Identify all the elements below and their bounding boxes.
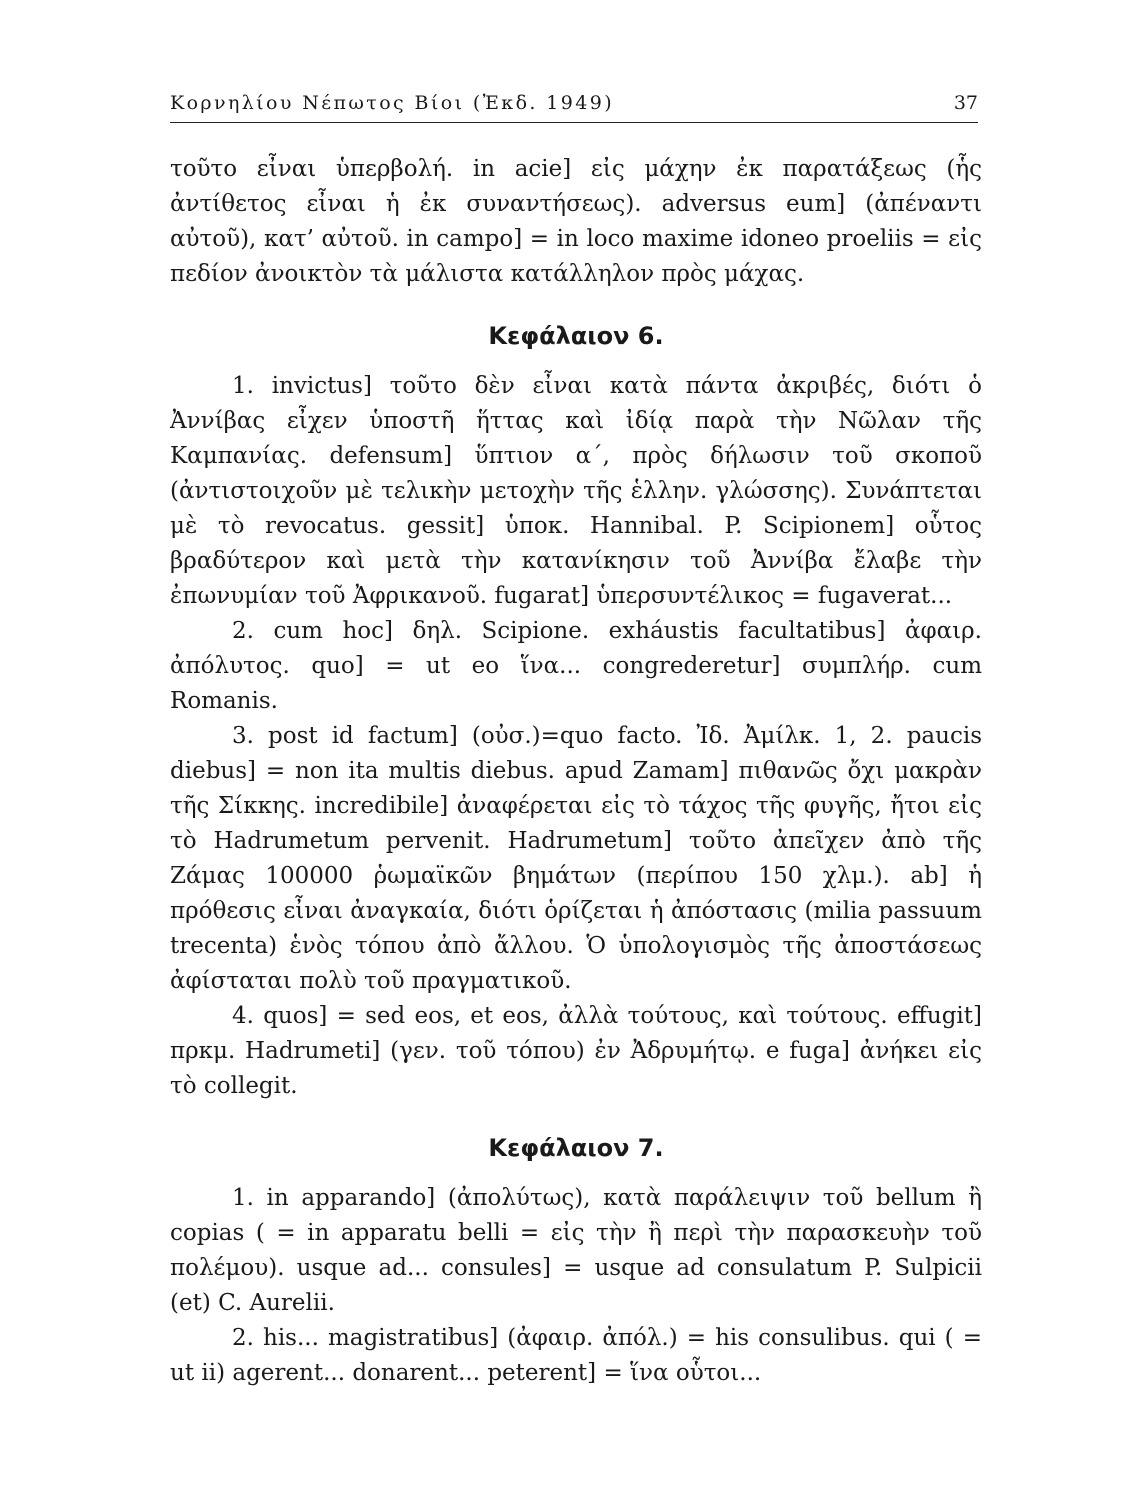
chapter-6-paragraph-4: 4. quos] = sed eos, et eos, ἀλλὰ τούτους, καὶ τούτους. effugit] πρκμ. Hadrumeti] (γεν. τοῦ τόπου) ἐν Ἀδρυμήτῳ. e fuga] ἀνήκει εἰς τὸ collegit. — [170, 1003, 982, 1099]
chapter-7-paragraph-2: 2. his... magistratibus] (ἀφαιρ. ἀπόλ.) = his consulibus. qui ( = ut ii) agerent... donarent... peterent] = ἵνα οὗτοι... — [170, 1325, 982, 1386]
chapter-6-paragraph-3: 3. post id factum] (οὐσ.)=quo facto. Ἰδ. Ἀμίλκ. 1, 2. paucis diebus] = non ita multis diebus. apud Zamam] πιθανῶς ὄχι μακρὰν τῆς Σίκκης. incredibile] ἀναφέρεται εἰς τὸ τάχος τῆς φυγῆς, ἤτοι εἰς τὸ Hadrumetum pervenit. Hadrumetum] τοῦτο ἀπεῖχεν ἀπὸ τῆς Ζάμας 100000 ῥωμαϊκῶν βημάτων (περίπου 150 χλμ.). ab] ἡ πρόθεσις εἶναι ἀναγκαία, διότι ὁρίζεται ἡ ἀπόστασις (milia passuum trecenta) ἑνὸς τόπου ἀπὸ ἄλλου. Ὁ ὑπολογισμὸς τῆς ἀποστάσεως ἀφίσταται πολὺ τοῦ πραγματικοῦ. — [170, 723, 982, 994]
chapter-7-paragraph-1: 1. in apparando] (ἀπολύτως), κατὰ παράλειψιν τοῦ bellum ἢ copias ( = in apparatu belli = εἰς τὴν ἢ περὶ τὴν παρασκευὴν τοῦ πολέμου). usque ad... consules] = usque ad consulatum P. Sulpicii (et) C. Aurelii. — [170, 1185, 982, 1316]
body-text — [170, 152, 982, 1391]
chapter-6-paragraph-1: 1. invictus] τοῦτο δὲν εἶναι κατὰ πάντα ἀκριβές, διότι ὁ Ἀννίβας εἶχεν ὑποστῆ ἥττας καὶ ἰδίᾳ παρὰ τὴν Νῶλαν τῆς Καμπανίας. defensum] ὕπτιον α΄, πρὸς δήλωσιν τοῦ σκοποῦ (ἀντιστοιχοῦν μὲ τελικὴν μετοχὴν τῆς ἑλλην. γλώσσης). Συνάπτεται μὲ τὸ revocatus. gessit] ὑποκ. Hannibal. P. Scipionem] οὗτος βραδύτερον καὶ μετὰ τὴν κατανίκησιν τοῦ Ἀννίβα ἔλαβε τὴν ἐπωνυμίαν τοῦ Ἀφρικανοῦ. fugarat] ὑπερσυντέλικος = fugaverat... — [170, 373, 982, 609]
page-header — [170, 92, 978, 123]
chapter-6-paragraph-2: 2. cum hoc] δηλ. Scipione. exháustis facultatibus] ἀφαιρ. ἀπόλυτος. quo] = ut eo ἵνα... congrederetur] συμπλήρ. cum Romanis. — [170, 618, 982, 714]
running-title: Κορνηλίου Νέπωτος Βίοι (Ἐκδ. 1949) — [170, 92, 615, 114]
intro-paragraph: τοῦτο εἶναι ὑπερβολή. in acie] εἰς μάχην ἐκ παρατάξεως (ἧς ἀντίθετος εἶναι ἡ ἐκ συναντήσεως). adversus eum] (ἀπέναντι αὐτοῦ), κατ’ αὐτοῦ. in campo] = in loco maxime idoneo proeliis = εἰς πεδίον ἀνοικτὸν τὰ μάλιστα κατάλληλον πρὸς μάχας. — [170, 156, 982, 287]
chapter-7-heading: Κεφάλαιον 7. — [488, 1134, 664, 1162]
chapter-6-heading: Κεφάλαιον 6. — [488, 322, 664, 350]
page-number: 37 — [953, 92, 978, 114]
